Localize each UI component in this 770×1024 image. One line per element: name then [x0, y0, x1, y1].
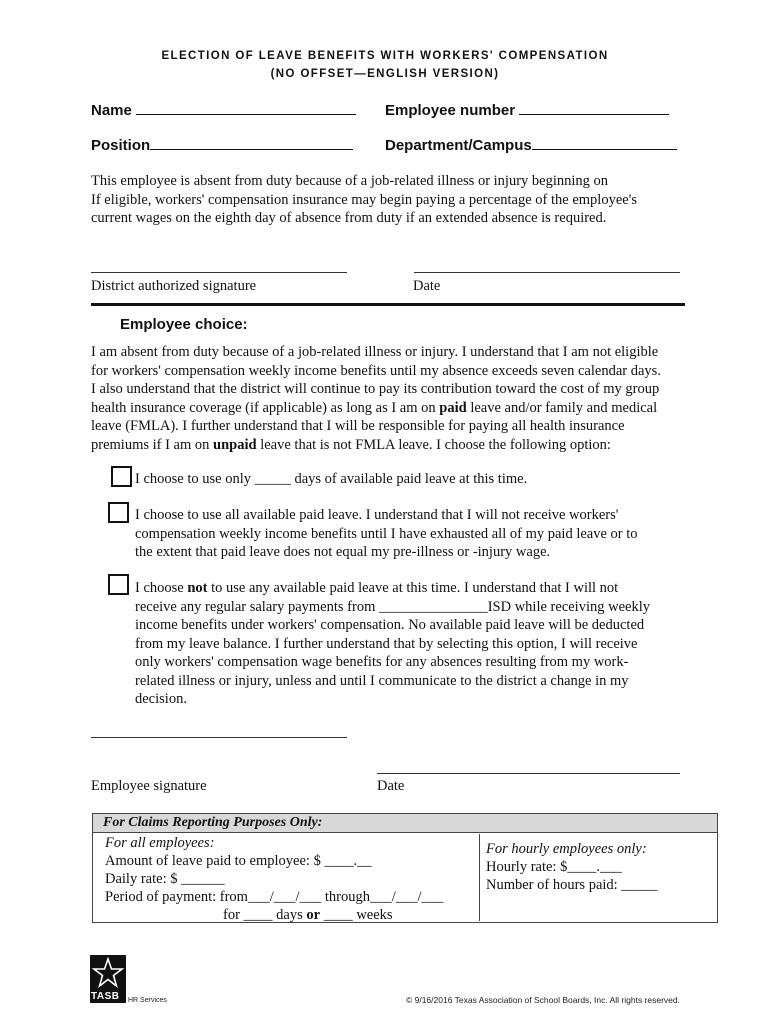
department-input-line[interactable] [532, 135, 677, 150]
department-field [385, 135, 677, 154]
hourly-rate-field[interactable]: Hourly rate: $____.___ [486, 859, 622, 875]
district-date-line[interactable] [414, 272, 680, 273]
option3-line: income benefits under workers' compensation. No available paid leave will be deducted [135, 617, 645, 633]
all-employees-heading: For all employees: [105, 835, 215, 851]
option2-text [135, 506, 695, 562]
position-label: Position [91, 137, 151, 154]
tasb-logo-text: TASB [91, 991, 120, 1002]
daily-rate-field[interactable]: Daily rate: $ ______ [105, 871, 225, 887]
name-field [91, 100, 356, 119]
form-title-text: ELECTION OF LEAVE BENEFITS WITH WORKERS' COMPENSATION [161, 50, 609, 62]
employee-number-input-line[interactable] [519, 100, 669, 115]
choice-text: leave that is not FMLA leave. I choose the following option: [256, 436, 611, 453]
option1-line: I choose to use only _____ days of available paid leave at this time. [135, 471, 528, 487]
employee-choice-paragraph [91, 343, 701, 454]
option2-checkbox[interactable] [108, 502, 129, 523]
option3-line: decision. [135, 691, 187, 707]
employee-date-line[interactable] [377, 773, 680, 774]
position-field [91, 135, 353, 154]
choice-line [91, 399, 701, 418]
form-title-line2 [0, 68, 770, 80]
district-date-label: Date [413, 278, 441, 294]
option3-line: receive any regular salary payments from _______________ISD while receiving weekly [135, 598, 650, 615]
option2-line: compensation weekly income benefits until I have exhausted all of my paid leave or to [135, 525, 638, 542]
choice-text: leave and/or family and medical [466, 399, 658, 416]
option3-line: related illness or injury, unless and until I communicate to the district a change in my [135, 672, 629, 689]
choice-text: health insurance coverage (if applicable) as long as I am on [91, 399, 440, 416]
employee-signature-label: Employee signature [91, 778, 207, 794]
employee-choice-heading: Employee choice: [120, 316, 248, 333]
option3-line: from my leave balance. I further understand that by selecting this option, I will receive [135, 635, 638, 652]
claims-hourly-employees [479, 834, 717, 921]
option3-text-part: I choose [135, 580, 188, 596]
employee-number-field [385, 100, 669, 119]
choice-line [91, 436, 701, 455]
intro-line: This employee is absent from duty because of a job-related illness or injury beginning on [91, 173, 609, 189]
hourly-heading: For hourly employees only: [486, 841, 647, 857]
option1-checkbox[interactable] [111, 466, 132, 487]
form-subtitle-text: (NO OFFSET—ENGLISH VERSION) [270, 68, 500, 80]
position-input-line[interactable] [150, 135, 353, 150]
district-signature-line[interactable] [91, 272, 347, 273]
or-emphasis: or [306, 907, 321, 923]
option3-checkbox[interactable] [108, 574, 129, 595]
choice-text: premiums if I am on [91, 436, 214, 453]
intro-line: If eligible, workers' compensation insurance may begin paying a percentage of the employee's [91, 191, 637, 208]
claims-heading-text: For Claims Reporting Purposes Only: [103, 815, 323, 830]
option1-text [135, 470, 695, 489]
days-text: for ____ days [223, 907, 307, 923]
unpaid-emphasis: unpaid [213, 436, 257, 453]
weeks-text: ____ weeks [320, 907, 393, 923]
employee-number-label: Employee number [385, 102, 516, 119]
section-divider [91, 303, 685, 306]
department-label: Department/Campus [385, 137, 532, 154]
choice-line: for workers' compensation weekly income benefits until my absence exceeds seven calendar days. [91, 362, 661, 379]
days-weeks-field[interactable] [105, 906, 475, 924]
claims-all-employees [105, 834, 475, 924]
option3-text-part: to use any available paid leave at this time. I understand that I will not [207, 580, 619, 596]
name-label: Name [91, 102, 132, 119]
option2-line: the extent that paid leave does not equal my pre-illness or -injury wage. [135, 544, 551, 560]
claims-box [92, 813, 718, 923]
intro-paragraph [91, 172, 691, 228]
hours-paid-field[interactable]: Number of hours paid: _____ [486, 877, 658, 893]
employee-signature-line[interactable] [91, 737, 347, 738]
option3-line: only workers' compensation wage benefits for any absences resulting from my work- [135, 654, 629, 670]
hr-services-text: HR Services [128, 997, 167, 1004]
choice-line: I am absent from duty because of a job-related illness or injury. I understand that I am not eligible [91, 344, 659, 360]
choice-line: leave (FMLA). I further understand that I will be responsible for paying all health insurance [91, 418, 625, 434]
choice-line: I also understand that the district will continue to pay its contribution toward the cost of my group [91, 381, 660, 397]
intro-line: current wages on the eighth day of absence from duty if an extended absence is required. [91, 210, 607, 226]
paid-emphasis: paid [439, 399, 467, 416]
form-title-line1 [0, 50, 770, 62]
claims-heading [93, 814, 717, 833]
district-signature-label: District authorized signature [91, 278, 257, 294]
option3-text [135, 579, 695, 709]
option2-line: I choose to use all available paid leave. I understand that I will not receive workers' [135, 507, 619, 523]
amount-paid-field[interactable]: Amount of leave paid to employee: $ ____.__ [105, 853, 372, 869]
copyright-footer: © 9/16/2016 Texas Association of School Boards, Inc. All rights reserved. [405, 995, 680, 1005]
employee-date-label: Date [377, 778, 405, 794]
name-input-line[interactable] [136, 100, 356, 115]
option3-line [135, 579, 695, 598]
period-of-payment-field[interactable]: Period of payment: from___/___/___ through___/___/___ [105, 889, 444, 905]
not-emphasis: not [187, 580, 208, 596]
